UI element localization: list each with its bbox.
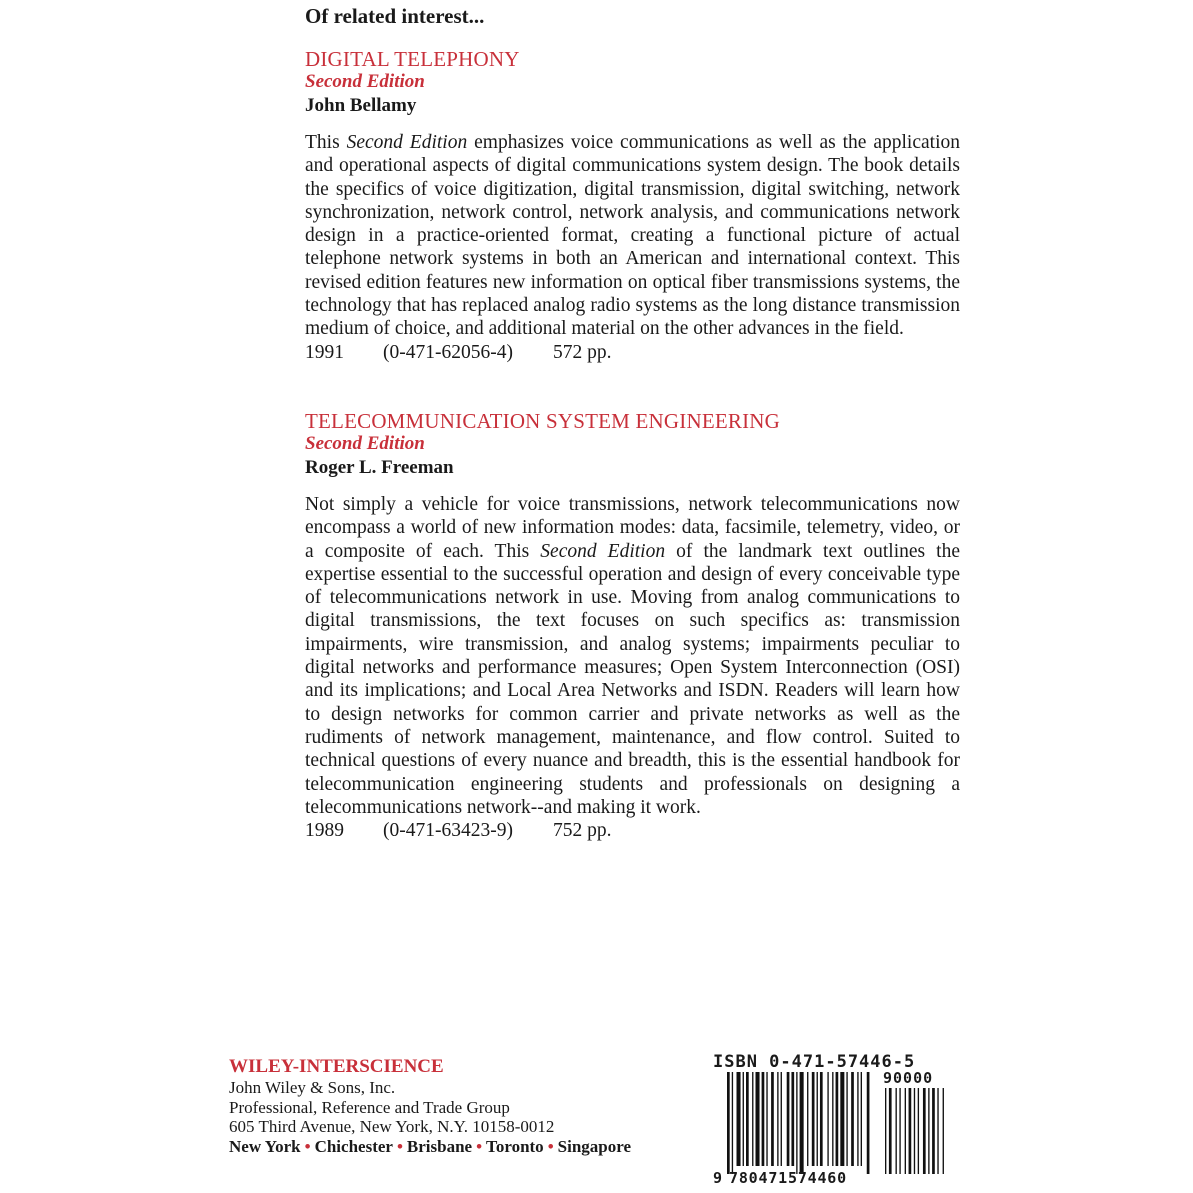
barcode-addon-bar bbox=[885, 1088, 886, 1174]
barcode-bar bbox=[820, 1072, 823, 1166]
barcode-bar bbox=[817, 1072, 818, 1166]
city: Brisbane bbox=[406, 1136, 473, 1156]
barcode-bar bbox=[766, 1072, 767, 1166]
bullet-separator: • bbox=[547, 1136, 554, 1156]
barcode-bar bbox=[840, 1072, 844, 1166]
bullet-separator: • bbox=[476, 1136, 483, 1156]
book-description: Not simply a vehicle for voice transmissions, network telecommunications now encompass a world of new information modes: data, facsimile, telemetry, video, or a composite of each. This Second Edition of the landmark text outlines the expertise essential to the successful operation and design of every conceivable type of telecommunications network in use. Moving from analog communications to digital transmissions, the text focuses on such specifics as: transmission impairments, wire transmission, and analog systems; impairments peculiar to digital networks and performance measures; Open System Interconnection (OSI) and its implications; and Local Area Networks and ISDN. Readers will learn how to design networks for common carrier and private networks as well as the rudiments of network management, maintenance, and flow control. Suited to technical questions of every nuance and breadth, this is the essential handbook for telecommunication engineering students and professionals on designing a telecommunications network--and making it work. bbox=[305, 494, 961, 818]
publisher-group: Professional, Reference and Trade Group bbox=[229, 1097, 510, 1117]
barcode-bar bbox=[851, 1072, 854, 1166]
barcode-addon-bar bbox=[914, 1088, 915, 1174]
barcode-addon-bar bbox=[899, 1088, 900, 1174]
barcode-bar bbox=[771, 1072, 774, 1166]
price-code: 90000 bbox=[883, 1069, 934, 1087]
barcode-addon-bar bbox=[937, 1088, 938, 1174]
city: Chichester bbox=[314, 1136, 393, 1156]
book-publication-info bbox=[305, 819, 960, 842]
bullet-separator: • bbox=[304, 1136, 311, 1156]
barcode-bar bbox=[777, 1072, 778, 1166]
barcode-addon-bar bbox=[909, 1088, 912, 1174]
barcode-addon-bar bbox=[932, 1088, 935, 1174]
publisher-cities bbox=[229, 1137, 631, 1157]
barcode-addon-bar bbox=[889, 1088, 892, 1174]
city: New York bbox=[229, 1136, 301, 1156]
barcode-addon-bar bbox=[905, 1088, 906, 1174]
book-year: 1989 bbox=[305, 820, 344, 842]
barcode-bar bbox=[812, 1072, 815, 1166]
isbn-barcode bbox=[713, 1052, 963, 1192]
barcode-addon-bar bbox=[928, 1088, 929, 1174]
book-year: 1991 bbox=[305, 341, 344, 363]
barcode-bar bbox=[737, 1072, 741, 1166]
book-isbn: (0-471-62056-4) bbox=[383, 341, 513, 363]
barcode-bar bbox=[836, 1072, 839, 1166]
barcode-bar bbox=[762, 1072, 765, 1166]
barcode-bar bbox=[791, 1072, 794, 1166]
barcode-addon-bar bbox=[943, 1088, 944, 1174]
city: Toronto bbox=[486, 1136, 544, 1156]
book-entry-digital-telephony bbox=[305, 48, 960, 364]
book-publication-info bbox=[305, 341, 960, 364]
barcode-bar bbox=[746, 1072, 749, 1166]
publisher-name: John Wiley & Sons, Inc. bbox=[229, 1078, 396, 1097]
ean-lead-digit: 9 bbox=[713, 1169, 723, 1187]
publisher-address: 605 Third Avenue, New York, N.Y. 10158-0012 bbox=[229, 1117, 555, 1136]
book-pages: 752 pp. bbox=[553, 820, 612, 842]
barcode-bar bbox=[727, 1072, 730, 1174]
book-edition: Second Edition bbox=[305, 71, 425, 92]
barcode-bar bbox=[832, 1072, 833, 1166]
barcode-bar bbox=[752, 1072, 753, 1166]
book-title: TELECOMMUNICATION SYSTEM ENGINEERING bbox=[305, 409, 781, 433]
barcode-bar bbox=[800, 1072, 804, 1174]
barcode-bar bbox=[861, 1072, 862, 1166]
barcode-bar bbox=[732, 1072, 733, 1174]
ean-digits: 780471574460 bbox=[729, 1169, 847, 1187]
barcode-bar bbox=[857, 1072, 858, 1166]
book-author: Roger L. Freeman bbox=[305, 457, 454, 478]
barcode-addon-bar bbox=[896, 1088, 897, 1174]
section-intro: Of related interest... bbox=[305, 4, 485, 28]
book-title: DIGITAL TELEPHONY bbox=[305, 47, 520, 71]
barcode-bar bbox=[827, 1072, 828, 1166]
barcode-bar bbox=[807, 1072, 808, 1166]
barcode-bar bbox=[787, 1072, 790, 1166]
book-entry-telecommunication-system-engineering bbox=[305, 410, 960, 842]
isbn-label: ISBN 0-471-57446-5 bbox=[713, 1052, 916, 1072]
book-isbn: (0-471-63423-9) bbox=[383, 820, 513, 842]
barcode-bar bbox=[756, 1072, 760, 1166]
book-author: John Bellamy bbox=[305, 95, 417, 116]
bullet-separator: • bbox=[396, 1136, 403, 1156]
barcode-bar bbox=[867, 1072, 870, 1174]
book-pages: 572 pp. bbox=[553, 341, 612, 363]
book-edition: Second Edition bbox=[305, 433, 425, 454]
barcode-bar bbox=[846, 1072, 847, 1166]
barcode-bar bbox=[781, 1072, 782, 1166]
barcode-bar bbox=[743, 1072, 744, 1166]
barcode-addon-bar bbox=[918, 1088, 919, 1174]
book-description: This Second Edition emphasizes voice communications as well as the application and operational aspects of digital communications system design. The book details the specifics of voice digitization, digital transmission, digital switching, network synchronization, network control, network analysis, and communications network design in a practice-oriented format, creating a functional picture of actual telephone network systems in both an American and international context. This revised edition features new information on optical fiber transmissions systems, the technology that has replaced analog radio systems as the long distance transmission medium of choice, and additional material on the other advances in the field. bbox=[305, 132, 960, 340]
city: Singapore bbox=[557, 1136, 632, 1156]
barcode-addon-bar bbox=[923, 1088, 926, 1174]
publisher-info bbox=[229, 1056, 631, 1157]
barcode-bar bbox=[796, 1072, 797, 1174]
publisher-imprint: WILEY-INTERSCIENCE bbox=[229, 1056, 444, 1077]
